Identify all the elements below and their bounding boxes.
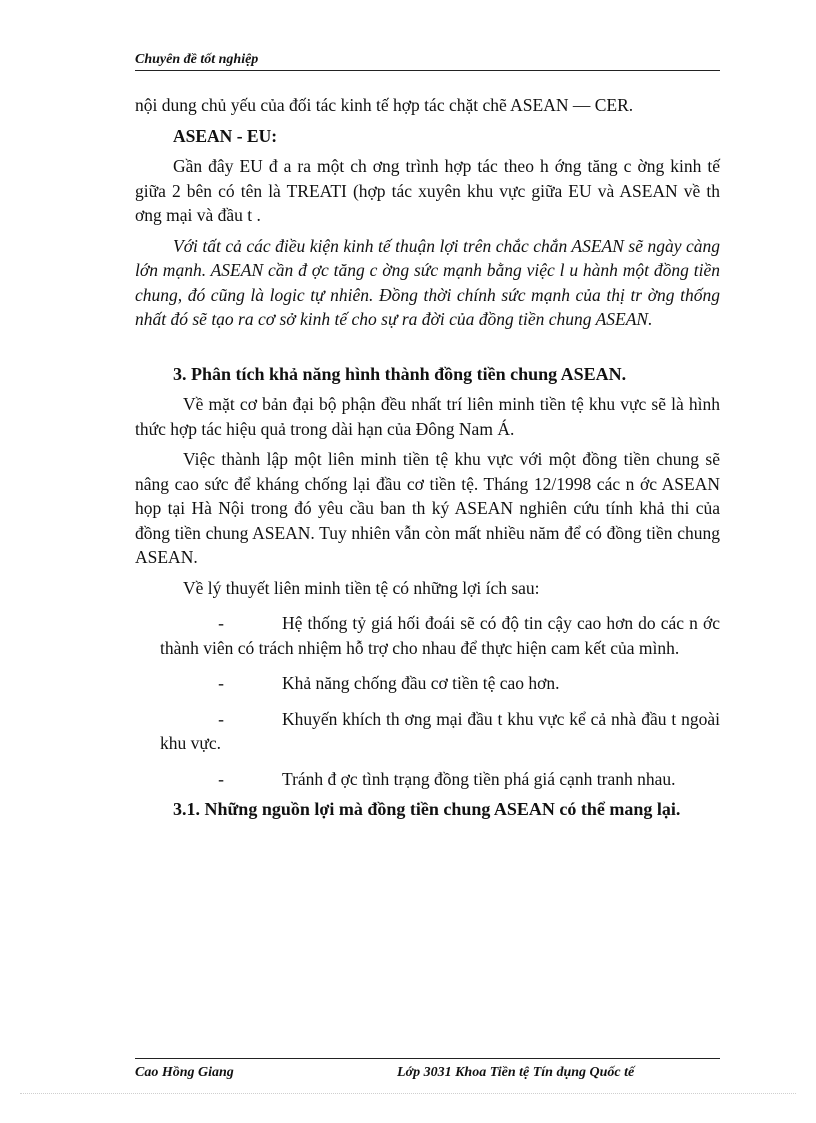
paragraph-treati: Gần đây EU đ a ra một ch ơng trình hợp tác theo h ớng tăng c ờng kinh tế giữa 2 bên có tên là TREATI (hợp tác xuyên khu vực giữa EU và ASEAN về th ơng mại và đầu t . [135,156,720,225]
document-body [135,93,720,822]
heading-asean-eu: ASEAN - EU: [173,125,278,146]
list-item-text: Tránh đ ợc tình trạng đồng tiền phá giá cạnh tranh nhau. [282,768,676,789]
list-item [135,611,720,660]
footer-author: Cao Hồng Giang [135,1065,234,1079]
list-item [135,671,720,696]
bullet-dash: - [218,708,224,729]
list-item-text: Hệ thống tỷ giá hối đoái sẽ có độ tin cậy cao hơn do các n ớc thành viên có trách nhiệm hỗ trợ cho nhau để thực hiện cam kết của mình. [160,613,720,658]
bullet-dash: - [218,613,224,633]
list-item-text: Khuyến khích th ơng mại đầu t khu vực kể cả nhà đầu t ngoài khu vực. [160,708,720,753]
page-footer [135,1058,720,1079]
section-3-1-heading: 3.1. Những nguồn lợi mà đồng tiền chung ASEAN có thể mang lại. [173,799,681,819]
list-item-text: Khả năng chống đầu cơ tiền tệ cao hơn. [282,673,560,693]
header-title: Chuyên đề tốt nghiệp [135,52,259,67]
footer-class-info: Lớp 3031 Khoa Tiền tệ Tín dụng Quốc tế [397,1065,635,1079]
list-item [135,767,720,792]
paragraph-benefits-intro: Về lý thuyết liên minh tiền tệ có những lợi ích sau: [183,577,540,598]
paragraph-union-founding: Việc thành lập một liên minh tiền tệ khu vực với một đồng tiền chung sẽ nâng cao sức để kháng chống lại đầu cơ tiền tệ. Tháng 12/1998 các n ớc ASEAN họp tại Hà Nội trong đó yêu cầu ban th ký ASEAN nghiên cứu tính khả thi của đồng tiền chung ASEAN. Tuy nhiên vẫn còn mất nhiều năm để có đồng tiền chung ASEAN. [135,449,720,567]
list-item [135,707,720,756]
paragraph-basic-view: Về mặt cơ bản đại bộ phận đều nhất trí liên minh tiền tệ khu vực sẽ là hình thức hợp tác hiệu quả trong dài hạn của Đông Nam Á. [135,394,720,439]
paragraph-cer: nội dung chủ yếu của đối tác kinh tế hợp tác chặt chẽ ASEAN — CER. [135,95,634,115]
page-header [135,50,720,71]
paragraph-conclusion: Với tất cả các điều kiện kinh tế thuận lợi trên chắc chắn ASEAN sẽ ngày càng lớn mạnh. ASEAN cần đ ợc tăng c ờng sức mạnh bằng việc l u hành một đồng tiền chung, đó cũng là logic tự nhiên. Đồng thời chính sức mạnh của thị tr ờng thống nhất đó sẽ tạo ra cơ sở kinh tế cho sự ra đời của đồng tiền chung ASEAN. [135,235,720,329]
bullet-dash: - [218,768,224,789]
page-bottom-divider [20,1093,796,1094]
section-3-heading: 3. Phân tích khả năng hình thành đồng tiền chung ASEAN. [173,363,627,384]
bullet-dash: - [218,673,224,693]
